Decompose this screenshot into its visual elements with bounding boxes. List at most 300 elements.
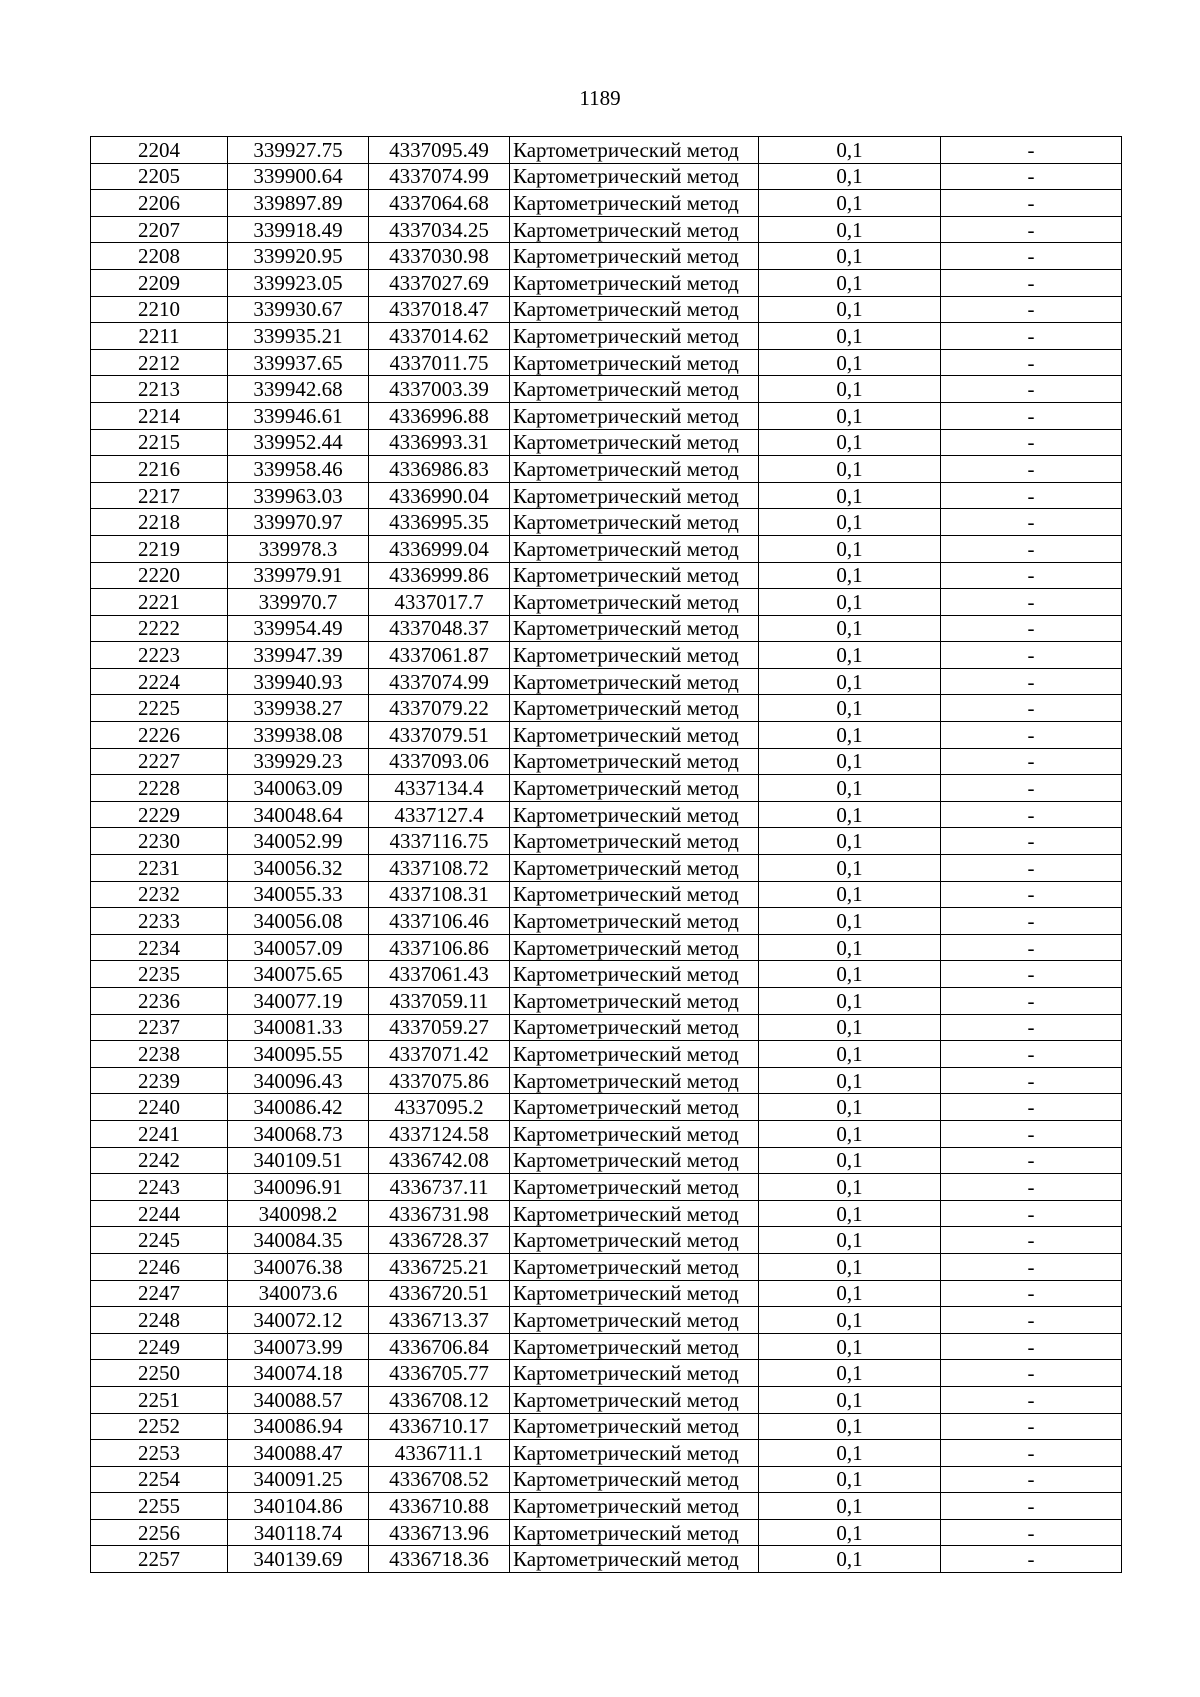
method-cell: Картометрический метод [510,509,759,536]
y-coordinate-cell: 4337106.86 [369,934,510,961]
y-coordinate-cell: 4336706.84 [369,1333,510,1360]
point-number-cell: 2214 [91,402,228,429]
description-cell: - [941,190,1122,217]
description-cell: - [941,589,1122,616]
table-row [91,1360,1122,1387]
method-cell: Картометрический метод [510,216,759,243]
y-coordinate-cell: 4337061.87 [369,642,510,669]
x-coordinate-cell: 340088.47 [228,1440,369,1467]
table-row [91,1546,1122,1573]
description-cell: - [941,1174,1122,1201]
x-coordinate-cell: 339940.93 [228,668,369,695]
y-coordinate-cell: 4337095.49 [369,137,510,164]
description-cell: - [941,988,1122,1015]
description-cell: - [941,429,1122,456]
description-cell: - [941,1546,1122,1573]
x-coordinate-cell: 339952.44 [228,429,369,456]
table-row [91,137,1122,164]
point-number-cell: 2236 [91,988,228,1015]
accuracy-cell: 0,1 [759,190,941,217]
x-coordinate-cell: 340076.38 [228,1253,369,1280]
description-cell: - [941,1307,1122,1334]
table-row [91,296,1122,323]
method-cell: Картометрический метод [510,855,759,882]
y-coordinate-cell: 4336710.17 [369,1413,510,1440]
table-row [91,961,1122,988]
table-row [91,1094,1122,1121]
point-number-cell: 2204 [91,137,228,164]
y-coordinate-cell: 4336742.08 [369,1147,510,1174]
accuracy-cell: 0,1 [759,1200,941,1227]
table-row [91,1120,1122,1147]
x-coordinate-cell: 340072.12 [228,1307,369,1334]
y-coordinate-cell: 4336999.04 [369,535,510,562]
y-coordinate-cell: 4336993.31 [369,429,510,456]
x-coordinate-cell: 340073.99 [228,1333,369,1360]
y-coordinate-cell: 4336995.35 [369,509,510,536]
x-coordinate-cell: 340055.33 [228,881,369,908]
y-coordinate-cell: 4337011.75 [369,349,510,376]
method-cell: Картометрический метод [510,190,759,217]
description-cell: - [941,615,1122,642]
point-number-cell: 2228 [91,775,228,802]
accuracy-cell: 0,1 [759,1014,941,1041]
y-coordinate-cell: 4336713.37 [369,1307,510,1334]
x-coordinate-cell: 340086.94 [228,1413,369,1440]
point-number-cell: 2240 [91,1094,228,1121]
method-cell: Картометрический метод [510,1440,759,1467]
point-number-cell: 2253 [91,1440,228,1467]
x-coordinate-cell: 340096.91 [228,1174,369,1201]
table-row [91,1307,1122,1334]
method-cell: Картометрический метод [510,934,759,961]
x-coordinate-cell: 340084.35 [228,1227,369,1254]
description-cell: - [941,216,1122,243]
table-row [91,269,1122,296]
point-number-cell: 2211 [91,323,228,350]
method-cell: Картометрический метод [510,296,759,323]
method-cell: Картометрический метод [510,1253,759,1280]
x-coordinate-cell: 339963.03 [228,482,369,509]
description-cell: - [941,1014,1122,1041]
y-coordinate-cell: 4337127.4 [369,801,510,828]
y-coordinate-cell: 4337116.75 [369,828,510,855]
table-row [91,456,1122,483]
y-coordinate-cell: 4337059.11 [369,988,510,1015]
description-cell: - [941,376,1122,403]
accuracy-cell: 0,1 [759,1307,941,1334]
point-number-cell: 2227 [91,748,228,775]
accuracy-cell: 0,1 [759,1386,941,1413]
description-cell: - [941,1094,1122,1121]
table-row [91,1333,1122,1360]
table-row [91,1227,1122,1254]
accuracy-cell: 0,1 [759,775,941,802]
accuracy-cell: 0,1 [759,695,941,722]
method-cell: Картометрический метод [510,1094,759,1121]
accuracy-cell: 0,1 [759,1440,941,1467]
point-number-cell: 2238 [91,1041,228,1068]
y-coordinate-cell: 4336996.88 [369,402,510,429]
point-number-cell: 2230 [91,828,228,855]
method-cell: Картометрический метод [510,402,759,429]
x-coordinate-cell: 339918.49 [228,216,369,243]
description-cell: - [941,748,1122,775]
description-cell: - [941,482,1122,509]
accuracy-cell: 0,1 [759,668,941,695]
accuracy-cell: 0,1 [759,1413,941,1440]
description-cell: - [941,535,1122,562]
method-cell: Картометрический метод [510,535,759,562]
method-cell: Картометрический метод [510,1386,759,1413]
x-coordinate-cell: 339927.75 [228,137,369,164]
description-cell: - [941,163,1122,190]
y-coordinate-cell: 4337059.27 [369,1014,510,1041]
table-row [91,1200,1122,1227]
y-coordinate-cell: 4336986.83 [369,456,510,483]
description-cell: - [941,402,1122,429]
x-coordinate-cell: 339958.46 [228,456,369,483]
x-coordinate-cell: 340073.6 [228,1280,369,1307]
point-number-cell: 2234 [91,934,228,961]
accuracy-cell: 0,1 [759,137,941,164]
table-row [91,908,1122,935]
method-cell: Картометрический метод [510,482,759,509]
x-coordinate-cell: 339930.67 [228,296,369,323]
accuracy-cell: 0,1 [759,1280,941,1307]
table-row [91,216,1122,243]
point-number-cell: 2226 [91,722,228,749]
method-cell: Картометрический метод [510,163,759,190]
method-cell: Картометрический метод [510,456,759,483]
accuracy-cell: 0,1 [759,1333,941,1360]
y-coordinate-cell: 4337017.7 [369,589,510,616]
method-cell: Картометрический метод [510,1360,759,1387]
y-coordinate-cell: 4336705.77 [369,1360,510,1387]
point-number-cell: 2255 [91,1493,228,1520]
table-row [91,482,1122,509]
method-cell: Картометрический метод [510,775,759,802]
y-coordinate-cell: 4337034.25 [369,216,510,243]
y-coordinate-cell: 4337108.72 [369,855,510,882]
description-cell: - [941,296,1122,323]
accuracy-cell: 0,1 [759,216,941,243]
accuracy-cell: 0,1 [759,855,941,882]
accuracy-cell: 0,1 [759,429,941,456]
x-coordinate-cell: 339946.61 [228,402,369,429]
x-coordinate-cell: 339938.27 [228,695,369,722]
description-cell: - [941,1519,1122,1546]
description-cell: - [941,137,1122,164]
accuracy-cell: 0,1 [759,349,941,376]
method-cell: Картометрический метод [510,429,759,456]
description-cell: - [941,349,1122,376]
table-row [91,429,1122,456]
y-coordinate-cell: 4336720.51 [369,1280,510,1307]
x-coordinate-cell: 340056.08 [228,908,369,935]
x-coordinate-cell: 339970.7 [228,589,369,616]
method-cell: Картометрический метод [510,323,759,350]
description-cell: - [941,1227,1122,1254]
accuracy-cell: 0,1 [759,1174,941,1201]
point-number-cell: 2217 [91,482,228,509]
description-cell: - [941,668,1122,695]
point-number-cell: 2242 [91,1147,228,1174]
y-coordinate-cell: 4336718.36 [369,1546,510,1573]
table-row [91,562,1122,589]
y-coordinate-cell: 4336728.37 [369,1227,510,1254]
table-row [91,695,1122,722]
accuracy-cell: 0,1 [759,1067,941,1094]
description-cell: - [941,1386,1122,1413]
x-coordinate-cell: 339970.97 [228,509,369,536]
point-number-cell: 2208 [91,243,228,270]
table-row [91,535,1122,562]
table-row [91,881,1122,908]
y-coordinate-cell: 4336737.11 [369,1174,510,1201]
description-cell: - [941,1440,1122,1467]
table-row [91,349,1122,376]
description-cell: - [941,934,1122,961]
method-cell: Картометрический метод [510,1413,759,1440]
point-number-cell: 2247 [91,1280,228,1307]
accuracy-cell: 0,1 [759,615,941,642]
method-cell: Картометрический метод [510,1466,759,1493]
description-cell: - [941,1360,1122,1387]
table-row [91,1493,1122,1520]
table-row [91,642,1122,669]
table-row [91,163,1122,190]
y-coordinate-cell: 4337095.2 [369,1094,510,1121]
coordinates-table-body [91,137,1122,1573]
y-coordinate-cell: 4337124.58 [369,1120,510,1147]
description-cell: - [941,961,1122,988]
accuracy-cell: 0,1 [759,589,941,616]
x-coordinate-cell: 339954.49 [228,615,369,642]
point-number-cell: 2212 [91,349,228,376]
point-number-cell: 2220 [91,562,228,589]
accuracy-cell: 0,1 [759,748,941,775]
accuracy-cell: 0,1 [759,801,941,828]
y-coordinate-cell: 4337064.68 [369,190,510,217]
description-cell: - [941,908,1122,935]
point-number-cell: 2248 [91,1307,228,1334]
accuracy-cell: 0,1 [759,908,941,935]
table-row [91,934,1122,961]
point-number-cell: 2256 [91,1519,228,1546]
y-coordinate-cell: 4337074.99 [369,163,510,190]
x-coordinate-cell: 339920.95 [228,243,369,270]
description-cell: - [941,695,1122,722]
method-cell: Картометрический метод [510,1147,759,1174]
point-number-cell: 2233 [91,908,228,935]
method-cell: Картометрический метод [510,376,759,403]
table-row [91,1067,1122,1094]
description-cell: - [941,1147,1122,1174]
table-row [91,801,1122,828]
method-cell: Картометрический метод [510,908,759,935]
x-coordinate-cell: 340096.43 [228,1067,369,1094]
table-row [91,615,1122,642]
accuracy-cell: 0,1 [759,988,941,1015]
coordinates-table [90,136,1122,1573]
accuracy-cell: 0,1 [759,562,941,589]
accuracy-cell: 0,1 [759,1227,941,1254]
point-number-cell: 2216 [91,456,228,483]
y-coordinate-cell: 4336708.12 [369,1386,510,1413]
accuracy-cell: 0,1 [759,243,941,270]
accuracy-cell: 0,1 [759,1493,941,1520]
x-coordinate-cell: 340098.2 [228,1200,369,1227]
point-number-cell: 2222 [91,615,228,642]
point-number-cell: 2254 [91,1466,228,1493]
point-number-cell: 2215 [91,429,228,456]
method-cell: Картометрический метод [510,748,759,775]
x-coordinate-cell: 339897.89 [228,190,369,217]
x-coordinate-cell: 339938.08 [228,722,369,749]
method-cell: Картометрический метод [510,988,759,1015]
x-coordinate-cell: 340052.99 [228,828,369,855]
method-cell: Картометрический метод [510,562,759,589]
x-coordinate-cell: 339900.64 [228,163,369,190]
point-number-cell: 2205 [91,163,228,190]
table-row [91,1147,1122,1174]
method-cell: Картометрический метод [510,961,759,988]
point-number-cell: 2207 [91,216,228,243]
x-coordinate-cell: 339937.65 [228,349,369,376]
table-row [91,1466,1122,1493]
description-cell: - [941,323,1122,350]
x-coordinate-cell: 339923.05 [228,269,369,296]
point-number-cell: 2243 [91,1174,228,1201]
y-coordinate-cell: 4337079.22 [369,695,510,722]
table-row [91,1413,1122,1440]
description-cell: - [941,1253,1122,1280]
point-number-cell: 2245 [91,1227,228,1254]
y-coordinate-cell: 4336713.96 [369,1519,510,1546]
method-cell: Картометрический метод [510,1200,759,1227]
x-coordinate-cell: 340075.65 [228,961,369,988]
method-cell: Картометрический метод [510,349,759,376]
method-cell: Картометрический метод [510,1120,759,1147]
y-coordinate-cell: 4337106.46 [369,908,510,935]
method-cell: Картометрический метод [510,1067,759,1094]
y-coordinate-cell: 4336711.1 [369,1440,510,1467]
accuracy-cell: 0,1 [759,269,941,296]
x-coordinate-cell: 340086.42 [228,1094,369,1121]
table-row [91,775,1122,802]
y-coordinate-cell: 4337061.43 [369,961,510,988]
method-cell: Картометрический метод [510,1041,759,1068]
point-number-cell: 2213 [91,376,228,403]
x-coordinate-cell: 339929.23 [228,748,369,775]
method-cell: Картометрический метод [510,881,759,908]
method-cell: Картометрический метод [510,722,759,749]
description-cell: - [941,1280,1122,1307]
description-cell: - [941,775,1122,802]
accuracy-cell: 0,1 [759,296,941,323]
point-number-cell: 2252 [91,1413,228,1440]
point-number-cell: 2209 [91,269,228,296]
y-coordinate-cell: 4337071.42 [369,1041,510,1068]
y-coordinate-cell: 4336708.52 [369,1466,510,1493]
y-coordinate-cell: 4337074.99 [369,668,510,695]
y-coordinate-cell: 4336710.88 [369,1493,510,1520]
x-coordinate-cell: 340091.25 [228,1466,369,1493]
x-coordinate-cell: 339935.21 [228,323,369,350]
x-coordinate-cell: 340048.64 [228,801,369,828]
table-row [91,1014,1122,1041]
x-coordinate-cell: 339979.91 [228,562,369,589]
x-coordinate-cell: 340068.73 [228,1120,369,1147]
accuracy-cell: 0,1 [759,1519,941,1546]
x-coordinate-cell: 340095.55 [228,1041,369,1068]
description-cell: - [941,1067,1122,1094]
y-coordinate-cell: 4337108.31 [369,881,510,908]
x-coordinate-cell: 339947.39 [228,642,369,669]
x-coordinate-cell: 339942.68 [228,376,369,403]
description-cell: - [941,1120,1122,1147]
x-coordinate-cell: 340118.74 [228,1519,369,1546]
x-coordinate-cell: 340074.18 [228,1360,369,1387]
method-cell: Картометрический метод [510,1014,759,1041]
accuracy-cell: 0,1 [759,535,941,562]
table-row [91,1280,1122,1307]
method-cell: Картометрический метод [510,615,759,642]
y-coordinate-cell: 4337093.06 [369,748,510,775]
y-coordinate-cell: 4337075.86 [369,1067,510,1094]
description-cell: - [941,1333,1122,1360]
page-number: 1189 [579,86,621,110]
y-coordinate-cell: 4337027.69 [369,269,510,296]
table-row [91,988,1122,1015]
point-number-cell: 2257 [91,1546,228,1573]
table-row [91,589,1122,616]
table-row [91,1519,1122,1546]
point-number-cell: 2235 [91,961,228,988]
description-cell: - [941,456,1122,483]
y-coordinate-cell: 4336725.21 [369,1253,510,1280]
accuracy-cell: 0,1 [759,509,941,536]
point-number-cell: 2223 [91,642,228,669]
method-cell: Картометрический метод [510,1519,759,1546]
method-cell: Картометрический метод [510,269,759,296]
x-coordinate-cell: 340109.51 [228,1147,369,1174]
point-number-cell: 2218 [91,509,228,536]
point-number-cell: 2241 [91,1120,228,1147]
accuracy-cell: 0,1 [759,1094,941,1121]
description-cell: - [941,722,1122,749]
description-cell: - [941,1466,1122,1493]
method-cell: Картометрический метод [510,1307,759,1334]
accuracy-cell: 0,1 [759,1147,941,1174]
accuracy-cell: 0,1 [759,1120,941,1147]
method-cell: Картометрический метод [510,1174,759,1201]
x-coordinate-cell: 340056.32 [228,855,369,882]
point-number-cell: 2231 [91,855,228,882]
table-row [91,323,1122,350]
y-coordinate-cell: 4337018.47 [369,296,510,323]
table-row [91,1440,1122,1467]
method-cell: Картометрический метод [510,1493,759,1520]
description-cell: - [941,828,1122,855]
x-coordinate-cell: 340104.86 [228,1493,369,1520]
point-number-cell: 2210 [91,296,228,323]
table-row [91,748,1122,775]
method-cell: Картометрический метод [510,137,759,164]
point-number-cell: 2250 [91,1360,228,1387]
point-number-cell: 2232 [91,881,228,908]
